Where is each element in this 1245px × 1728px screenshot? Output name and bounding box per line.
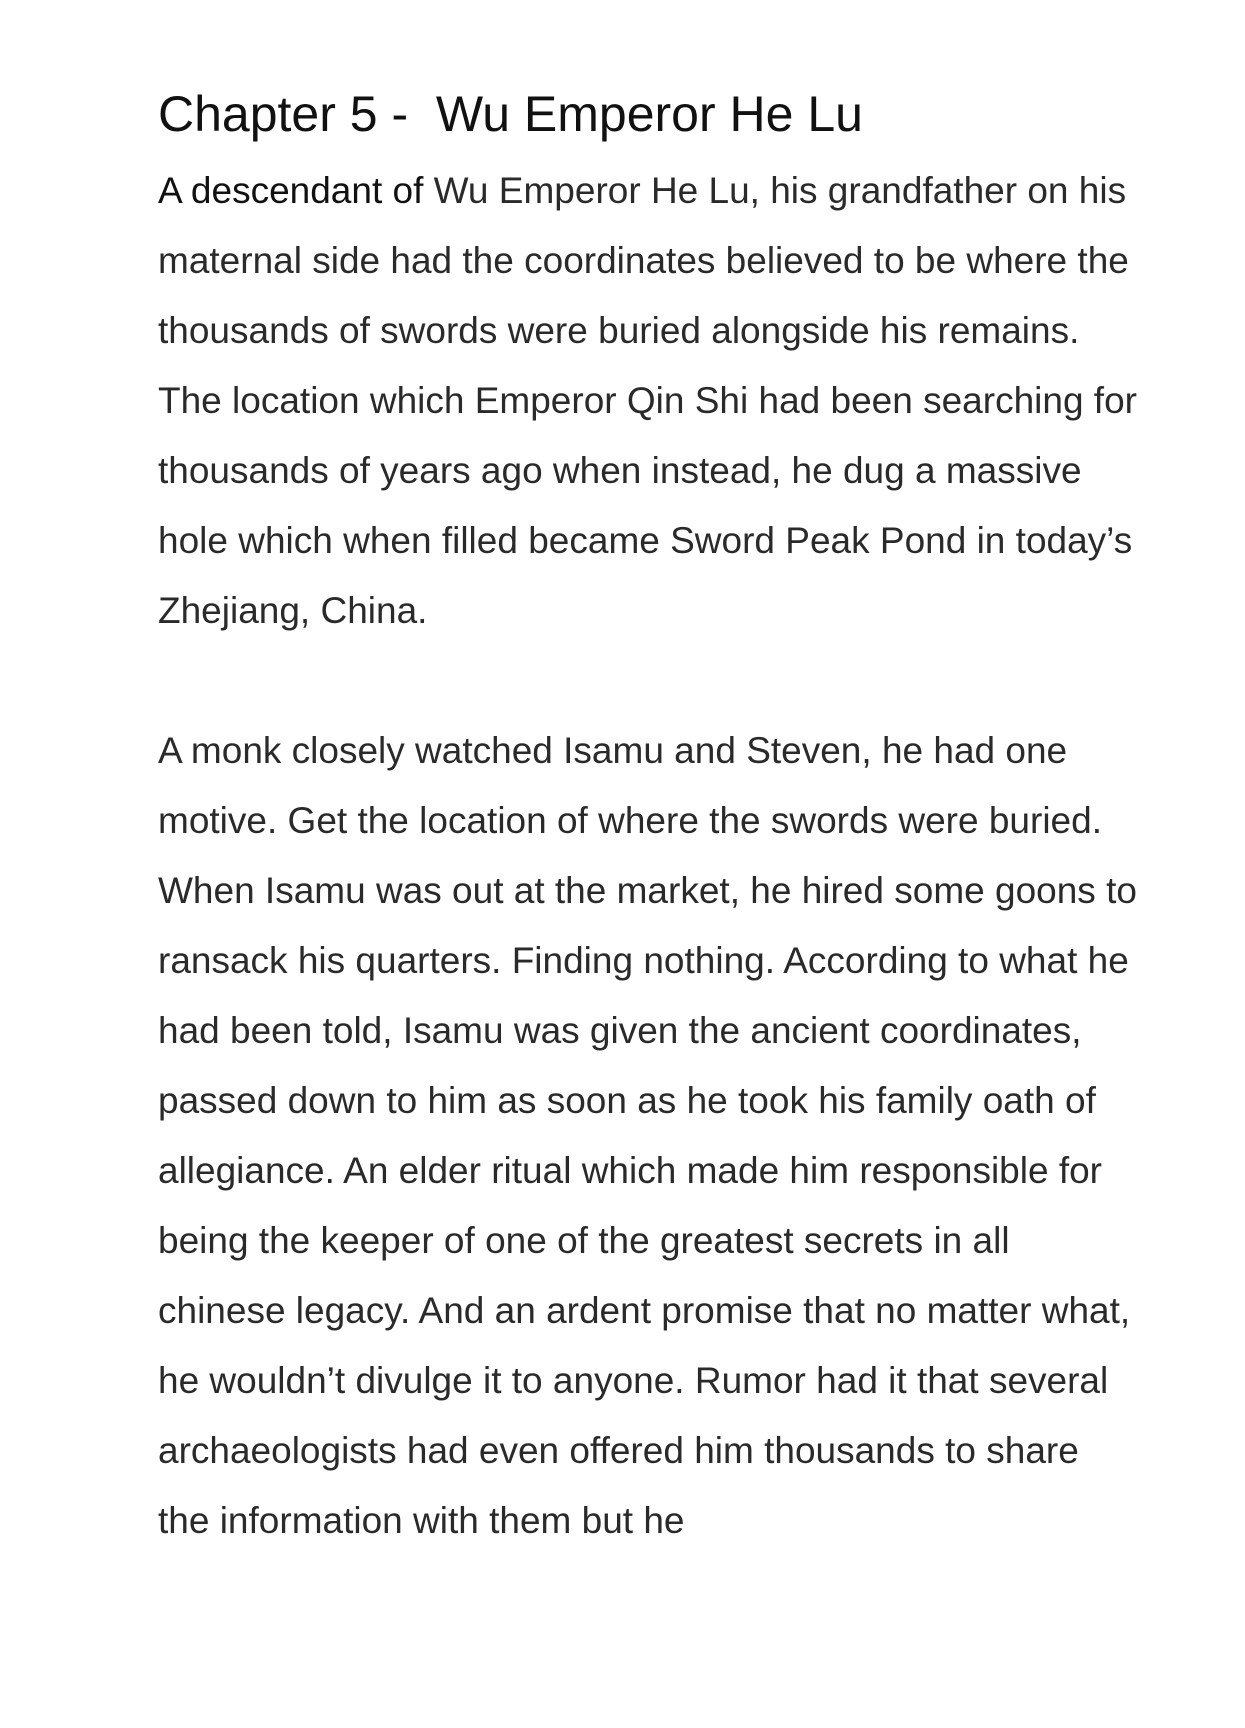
chapter-title: Chapter 5 - Wu Emperor He Lu <box>158 86 863 142</box>
paragraph-lead: A descendant of <box>158 170 434 211</box>
paragraph-text: Wu Emperor He Lu, his grandfather on his maternal side had the coordinates believed to be where the thousands of swords were buried alongside his remains. The location which Emperor Qin Shi had been searching for thousands of years ago when instead, he dug a massive hole which when filled became Sword Peak Pond in today’s Zhejiang, China. <box>158 170 1137 631</box>
paragraph-1 <box>158 156 1138 646</box>
document-page <box>158 78 1138 1556</box>
paragraph-spacer <box>158 646 1138 716</box>
paragraph-2 <box>158 716 1138 1556</box>
paragraph-text: A monk closely watched Isamu and Steven, he had one motive. Get the location of where the swords were buried. When Isamu was out at the market, he hired some goons to ransack his quarters. Finding nothing. According to what he had been told, Isamu was given the ancient coordinates, passed down to him as soon as he took his family oath of allegiance. An elder ritual which made him responsible for being the keeper of one of the greatest secrets in all chinese legacy. And an ardent promise that no matter what, he wouldn’t divulge it to anyone. Rumor had it that several archaeologists had even offered him thousands to share the information with them but he <box>158 730 1137 1541</box>
